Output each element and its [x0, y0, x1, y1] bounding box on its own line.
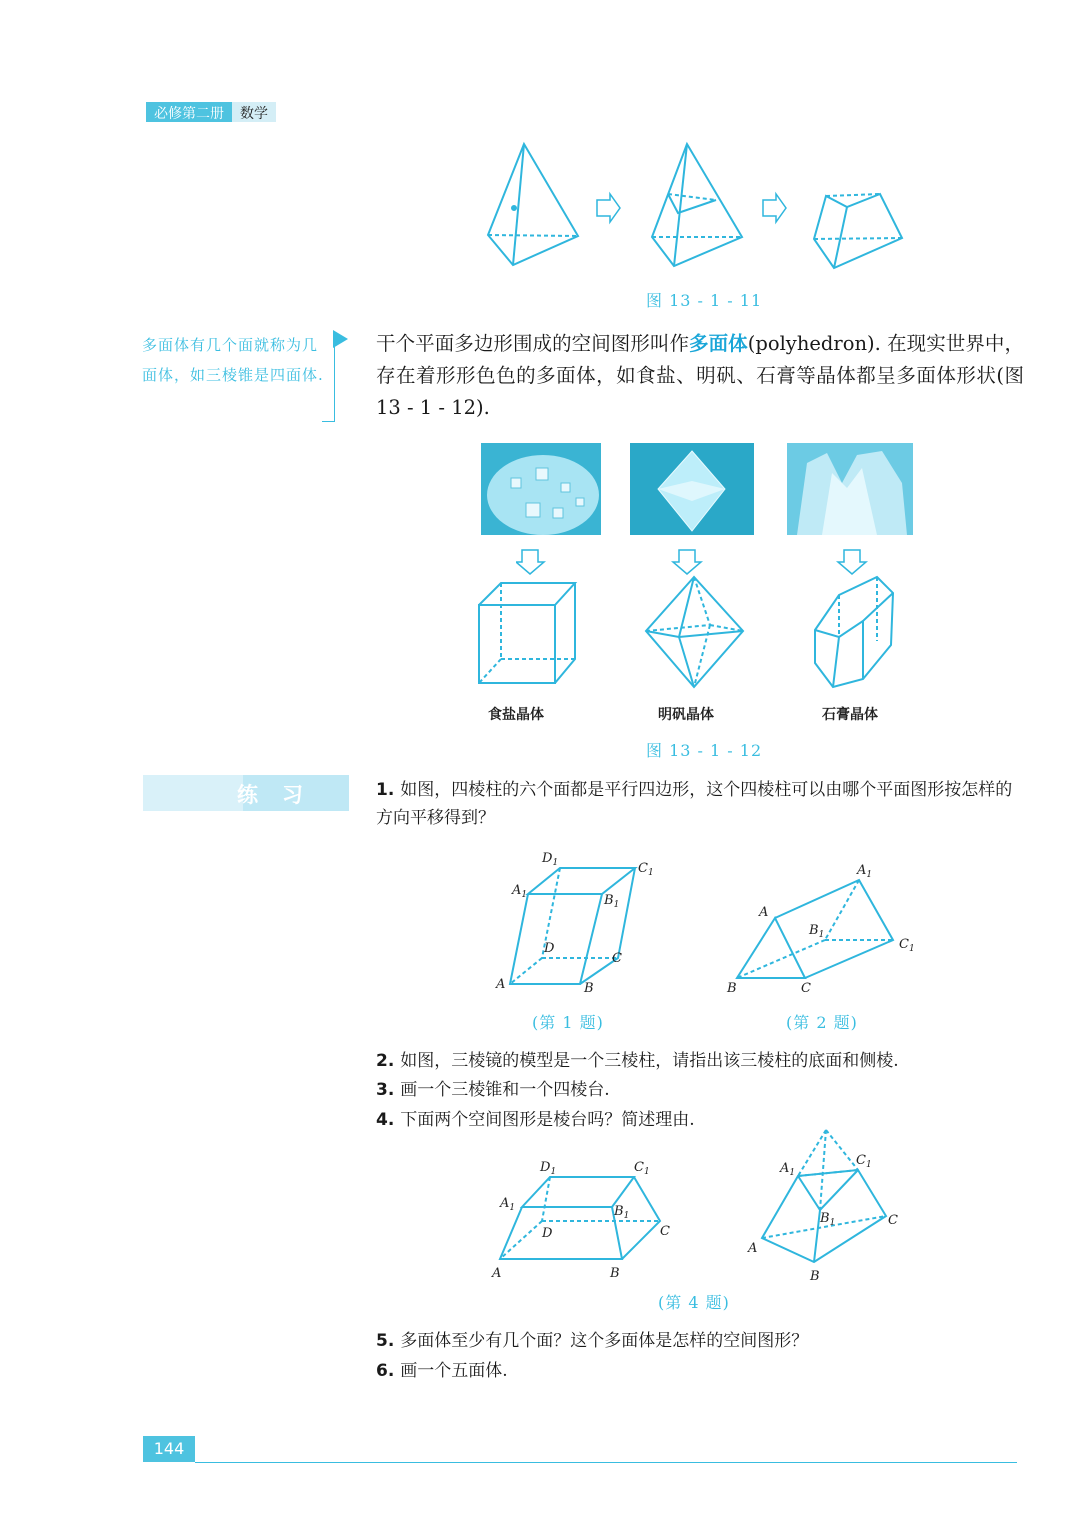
side-note-arrow-icon	[333, 330, 348, 348]
q2-text: 如图，三棱镜的模型是一个三棱柱，请指出该三棱柱的底面和侧棱.	[400, 1051, 899, 1071]
svg-text:C: C	[660, 1224, 670, 1239]
svg-text:D: D	[542, 1226, 553, 1241]
svg-text:B: B	[810, 1269, 820, 1284]
svg-text:A1: $A_1$	[512, 883, 528, 900]
side-note-bracket	[322, 343, 335, 422]
svg-text:C: C	[801, 981, 811, 996]
svg-text:B1: $B_1$	[604, 893, 620, 910]
figure-13-1-11-caption: 图 13 - 1 - 11	[646, 291, 763, 310]
running-header	[146, 102, 276, 122]
alum-crystal-photo	[630, 443, 754, 535]
svg-text:D1: $D_1$	[542, 851, 559, 868]
side-note: 多面体有几个面就称为几面体，如三棱锥是四面体.	[142, 336, 324, 384]
svg-text:C: C	[612, 951, 622, 966]
footer-rule	[195, 1462, 1017, 1463]
svg-text:A: A	[496, 977, 506, 992]
figure-q1-prism	[490, 848, 660, 998]
svg-text:B: B	[584, 981, 594, 996]
fig-q2-caption: (第 2 题)	[786, 1013, 858, 1032]
svg-text:B1: $B_1$	[614, 1204, 630, 1221]
pyramid-full	[488, 144, 578, 265]
exercise-banner	[143, 775, 349, 811]
q4-number: 4.	[376, 1110, 395, 1130]
svg-text:C: C	[888, 1213, 898, 1228]
question-1	[376, 776, 1022, 832]
svg-text:A1: $A_1$	[500, 1196, 516, 1213]
exercise-title: 练习	[237, 783, 327, 807]
q2-number: 2.	[376, 1051, 395, 1071]
figure-13-1-12-caption: 图 13 - 1 - 12	[646, 741, 763, 760]
alum-crystal-label: 明矾晶体	[658, 707, 714, 723]
down-arrow-icon	[673, 550, 701, 574]
salt-crystal-label: 食盐晶体	[488, 707, 544, 723]
label-D1: D	[542, 851, 553, 866]
question-2	[376, 1047, 1022, 1075]
question-6	[376, 1357, 1022, 1385]
question-4	[376, 1106, 1022, 1134]
figure-13-1-11	[480, 138, 920, 278]
crystal-drawings	[475, 575, 915, 693]
q3-number: 3.	[376, 1080, 395, 1100]
paragraph-after: (polyhedron). 在现实世界中，存在着形形色色的多面体，如食盐、明矾、石膏等晶体都呈多面体形状(图 13 - 1 - 12).	[376, 332, 1024, 419]
down-arrow-icon	[838, 550, 866, 574]
q5-number: 5.	[376, 1331, 395, 1351]
svg-text:A1: $A_1$	[780, 1161, 796, 1178]
svg-text:B1: $B_1$	[809, 923, 825, 940]
svg-text:A: A	[492, 1266, 502, 1281]
question-5	[376, 1327, 1022, 1355]
down-arrow-icon	[516, 550, 544, 574]
q1-text: 如图，四棱柱的六个面都是平行四边形，这个四棱柱可以由哪个平面图形按怎样的方向平移得到？	[376, 780, 1013, 828]
q1-number: 1.	[376, 780, 395, 800]
svg-text:A: A	[759, 905, 769, 920]
svg-text:D1: $D_1$	[540, 1160, 557, 1177]
svg-text:C1: $C_1$	[638, 861, 654, 878]
q3-text: 画一个三棱锥和一个四棱台.	[400, 1080, 610, 1100]
q4-text: 下面两个空间图形是棱台吗？简述理由.	[400, 1110, 695, 1130]
paragraph-before: 干个平面多边形围成的空间图形叫作	[376, 332, 690, 355]
q6-text: 画一个五面体.	[400, 1361, 508, 1381]
salt-crystal-photo	[481, 443, 601, 535]
svg-text:D: D	[544, 941, 555, 956]
q6-number: 6.	[376, 1361, 395, 1381]
svg-text:B: B	[610, 1266, 620, 1281]
svg-text:C1: $C_1$	[899, 937, 915, 954]
fig-q1-caption: (第 1 题)	[532, 1013, 604, 1032]
down-arrows	[516, 548, 876, 576]
keyword-polyhedron: 多面体	[689, 332, 748, 355]
figure-q2-prism	[725, 858, 925, 998]
svg-text:B: B	[727, 981, 737, 996]
page-number: 144	[143, 1436, 195, 1462]
fig-q4-caption: (第 4 题)	[658, 1293, 730, 1312]
svg-text:C1: $C_1$	[856, 1153, 872, 1170]
subject-title: 数学	[232, 102, 276, 122]
book-title: 必修第二册	[146, 102, 232, 122]
svg-text:B1: $B_1$	[820, 1211, 836, 1228]
gypsum-crystal-label: 石膏晶体	[822, 707, 878, 723]
q5-text: 多面体至少有几个面？这个多面体是怎样的空间图形？	[400, 1331, 809, 1351]
question-3	[376, 1076, 1022, 1104]
gypsum-crystal-photo	[787, 443, 913, 535]
figure-q4-right	[744, 1128, 914, 1288]
body-paragraph	[376, 328, 1024, 424]
svg-text:A1: $A_1$	[857, 863, 873, 880]
figure-q4-left	[488, 1155, 678, 1285]
svg-text:C1: $C_1$	[634, 1160, 650, 1177]
svg-text:A: A	[748, 1241, 758, 1256]
